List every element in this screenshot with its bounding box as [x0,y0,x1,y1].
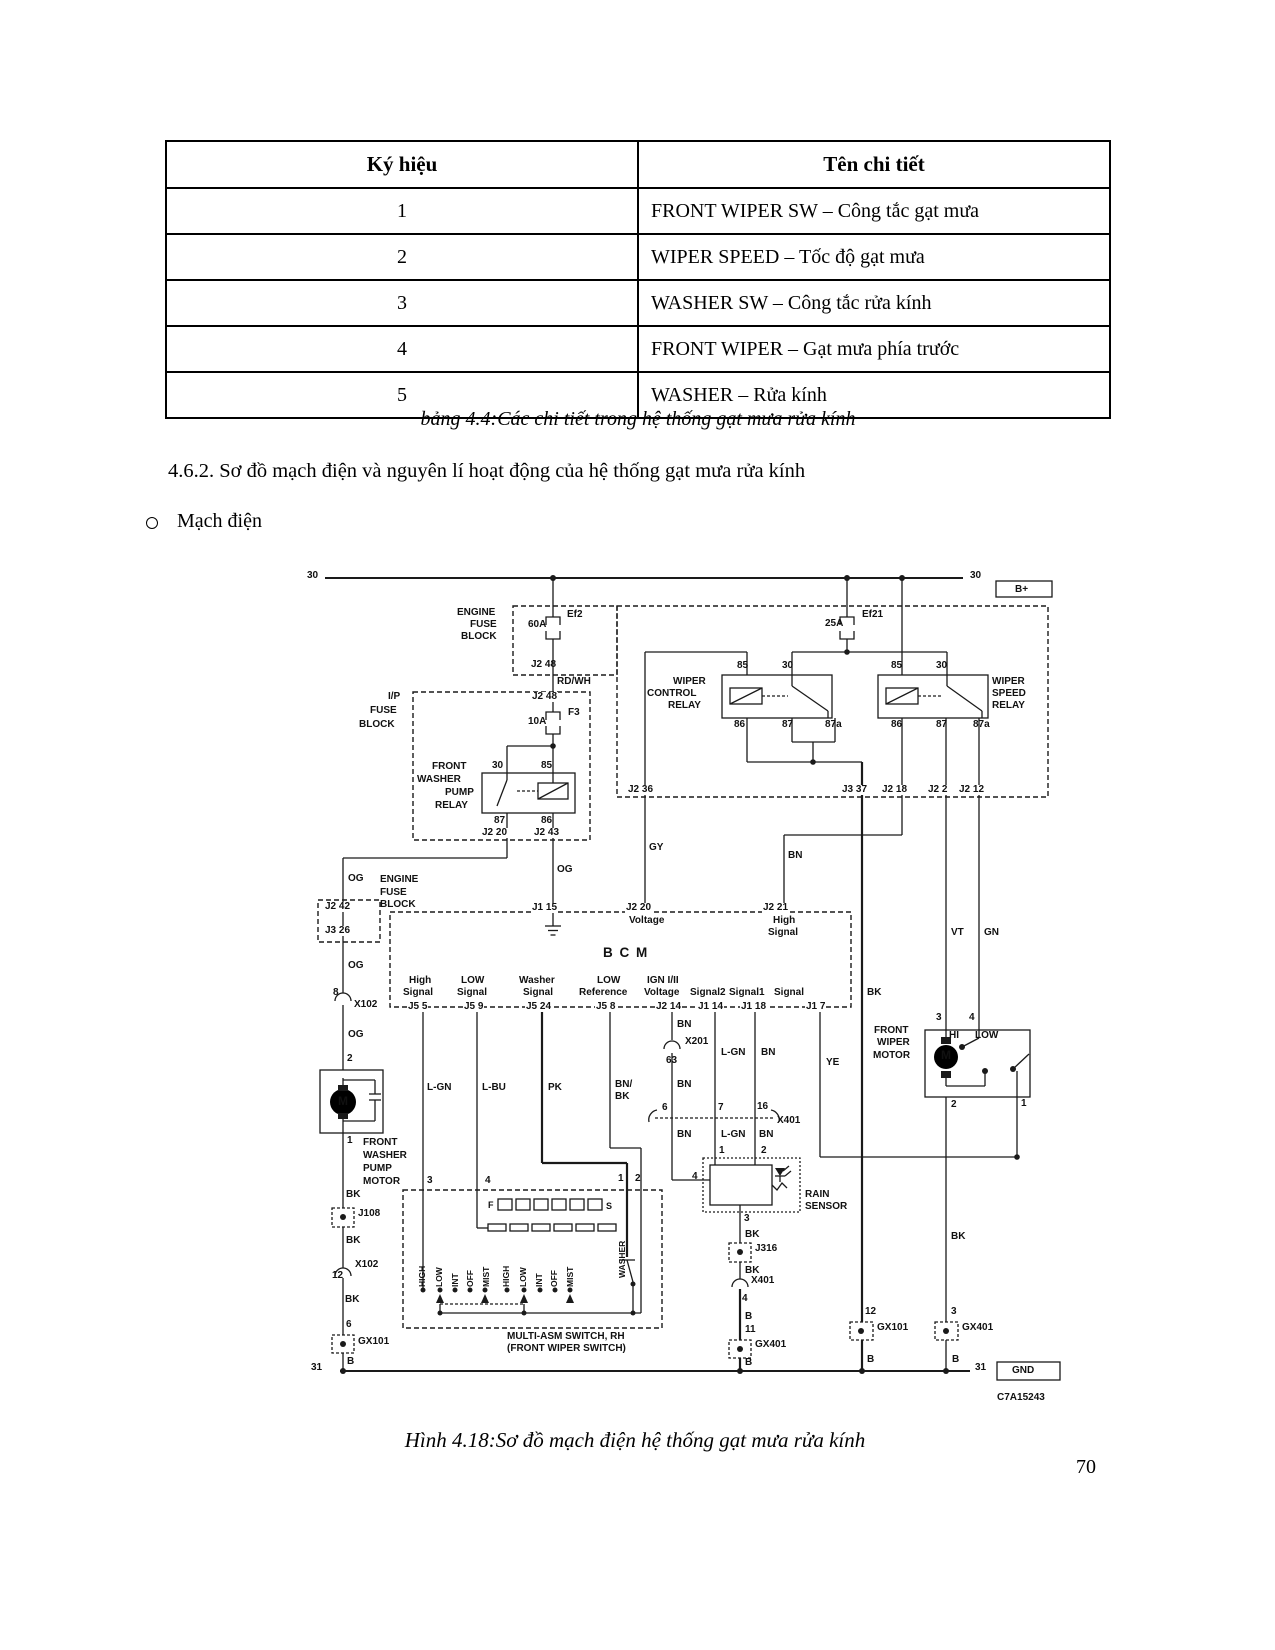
table-row [166,280,1110,326]
diagram-label: 2 [761,1145,767,1156]
diagram-label: J5 9 [464,1001,484,1012]
diagram-label: Signal [768,927,799,938]
diagram-label: 12 [865,1306,877,1317]
row-detail: WASHER SW – Công tắc rửa kính [638,280,1110,326]
switch-pos-label: OFF [549,1270,559,1287]
fuse-ef2-rating: 60A [528,619,547,630]
diagram-label: B [745,1357,753,1368]
table-row [166,326,1110,372]
diagram-label: J2 2 [928,784,948,795]
diagram-label: 3 [951,1306,957,1317]
diagram-label: J2 42 [325,901,351,912]
fuse-ef21-rating: 25A [825,618,844,629]
diagram-label: LOW [975,1030,999,1041]
wire-color-label: BN [677,1019,692,1030]
diagram-label: 87 [494,815,506,826]
wire-color-label: BN [677,1079,692,1090]
connector-x201: X201 [685,1036,709,1047]
wire-color-label: BN/ [615,1079,633,1090]
wire-color-label: OG [348,1029,364,1040]
diagram-label: B [867,1354,875,1365]
diagram-label: J2 20 [626,902,652,913]
fuse-ef21: Ef21 [862,609,884,620]
row-num: 2 [166,234,638,280]
diagram-label: 7 [718,1102,724,1113]
diagram-label: 1 [347,1135,353,1146]
wire-color-label: YE [826,1057,840,1068]
wire-color-label: VT [951,927,964,938]
diagram-label: 1 [1021,1098,1027,1109]
diagram-label: B [952,1354,960,1365]
wire-color-label: BK [615,1091,630,1102]
ground-gx101: GX101 [358,1336,390,1347]
switch-pos-label: INT [534,1273,544,1287]
diagram-label: 85 [891,660,903,671]
wire-color-label: GY [649,842,664,853]
bus-30-right: 30 [970,570,982,581]
wire-color-label: BN [759,1129,774,1140]
diagram-label: 63 [666,1055,678,1066]
wire-color-label: BK [745,1229,760,1240]
diagram-label: High [409,975,432,986]
front-washer-pump-relay-label: FRONT [432,761,467,772]
diagram-label: J2 20 [482,827,508,838]
diagram-label: IGN I/II [647,975,679,986]
switch-pos-label: INT [450,1273,460,1287]
wire-color-label: OG [348,960,364,971]
diagram-label: J1 15 [532,902,558,913]
diagram-label: RD/WH [557,676,591,687]
switch-pos-label: LOW [434,1267,444,1287]
wire-color-label: BK [951,1231,966,1242]
rain-sensor-label: RAIN [805,1189,830,1200]
page-number: 70 [1076,1456,1096,1478]
diagram-label: 1 [618,1173,624,1184]
switch-pos-label: WASHER [617,1240,627,1278]
engine-fuse-block-label: BLOCK [380,899,416,910]
diagram-label: 3 [427,1175,433,1186]
wire-color-label: BK [867,987,882,998]
diagram-label: Voltage [644,987,680,998]
switch-pos-label: MIST [481,1266,491,1287]
diagram-label: 30 [492,760,504,771]
diagram-label: J5 24 [526,1001,552,1012]
diagram-label: J3 37 [842,784,868,795]
wiper-motor-m: M [941,1048,951,1062]
diagram-label: 2 [347,1053,353,1064]
row-num: 1 [166,188,638,234]
front-washer-pump-relay-label: WASHER [417,774,461,785]
diagram-label: 85 [737,660,749,671]
diagram-label: J2 18 [882,784,908,795]
front-washer-pump-relay-label: RELAY [435,800,468,811]
diagram-label: 4 [742,1293,748,1304]
wire-color-label: L-GN [721,1047,746,1058]
bplus-label: B+ [1015,584,1029,595]
wire-color-label: BN [677,1129,692,1140]
wire-color-label: BK [346,1235,361,1246]
diagram-label: 87 [936,719,948,730]
engine-fuse-block-label: ENGINE [457,607,496,618]
wire-color-label: BK [346,1189,361,1200]
diagram-label: Signal2 [690,987,726,998]
switch-pos-label: OFF [465,1270,475,1287]
diagram-label: J1 7 [806,1001,826,1012]
diagram-label: 86 [541,815,553,826]
ip-fuse-block-label: FUSE [370,705,397,716]
diagram-label: J5 8 [596,1001,616,1012]
engine-fuse-block-label: BLOCK [461,631,497,642]
col-header-detail: Tên chi tiết [638,141,1110,188]
wiper-control-relay-label: CONTROL [647,688,697,699]
diagram-label: J2 48 [531,659,557,670]
diagram-label: Signal [523,987,554,998]
connector-x102: X102 [355,1259,379,1270]
wiper-control-relay-label: RELAY [668,700,701,711]
diagram-label: J2 21 [763,902,789,913]
wire-color-label: GN [984,927,999,938]
diagram-label: J2 14 [656,1001,682,1012]
diagram-label: J5 5 [408,1001,428,1012]
front-washer-pump-relay-label: PUMP [445,787,474,798]
diagram-label: 4 [485,1175,491,1186]
front-washer-pump-motor-label: MOTOR [363,1176,401,1187]
diagram-label: J2 48 [532,691,558,702]
diagram-label: Signal [774,987,805,998]
connector-x401: X401 [751,1275,775,1286]
wiper-speed-relay-label: SPEED [992,688,1026,699]
diagram-label: 2 [951,1099,957,1110]
multi-asm-switch-label: (FRONT WIPER SWITCH) [507,1343,626,1354]
bus-30-left: 30 [307,570,319,581]
row-detail: WASHER – Rửa kính [638,372,1110,418]
row-num: 5 [166,372,638,418]
diagram-label: 2 [635,1173,641,1184]
front-washer-pump-motor-label: PUMP [363,1163,392,1174]
diagram-label: 4 [692,1171,698,1182]
diagram-label: 6 [662,1102,668,1113]
splice-j316: J316 [755,1243,778,1254]
front-wiper-motor-label: FRONT [874,1025,909,1036]
connector-x401: X401 [777,1115,801,1126]
diagram-label: Signal [403,987,434,998]
figure-caption: Hình 4.18:Sơ đồ mạch điện hệ thống gạt mưa rửa kính [404,1428,866,1452]
wiring-diagram [285,560,1063,1420]
diagram-label: Signal1 [729,987,765,998]
bcm-label: B C M [603,945,649,960]
ground-gx401: GX401 [755,1339,787,1350]
diagram-code: C7A15243 [997,1392,1045,1403]
table-caption: bảng 4.4:Các chi tiết trong hệ thống gạt mưa rửa kính [420,408,856,430]
connector-x102: X102 [354,999,378,1010]
diagram-label: 30 [782,660,794,671]
bullet-item: Mạch điện [177,510,262,532]
diagram-label: HI [949,1030,959,1041]
front-wiper-motor-label: MOTOR [873,1050,911,1061]
diagram-label: High [773,915,796,926]
bullet-icon [146,517,158,529]
front-washer-pump-motor-label: WASHER [363,1150,407,1161]
multi-asm-switch-label: MULTI-ASM SWITCH, RH [507,1331,625,1342]
wire-color-label: BN [761,1047,776,1058]
ip-fuse-block-label: I/P [388,691,401,702]
diagram-label: 8 [333,987,339,998]
diagram-label: 16 [757,1101,769,1112]
table-row [166,234,1110,280]
diagram-label: 86 [891,719,903,730]
diagram-label: Voltage [629,915,665,926]
fuse-f3-rating: 10A [528,716,547,727]
wire-color-label: PK [548,1082,562,1093]
switch-pos-label: HIGH [417,1265,427,1287]
wire-color-label: BK [345,1294,360,1305]
diagram-label: 85 [541,760,553,771]
row-num: 4 [166,326,638,372]
gnd-label: GND [1012,1365,1035,1376]
diagram-label: LOW [597,975,621,986]
row-detail: WIPER SPEED – Tốc độ gạt mưa [638,234,1110,280]
diagram-label: 87 [782,719,794,730]
row-detail: FRONT WIPER SW – Công tắc gạt mưa [638,188,1110,234]
diagram-label: J1 18 [741,1001,767,1012]
parts-table [165,140,1111,419]
table-header-row [166,141,1110,188]
wire-color-label: L-BU [482,1082,506,1093]
wire-color-label: L-GN [721,1129,746,1140]
front-wiper-motor-label: WIPER [877,1037,910,1048]
diagram-label: Reference [579,987,628,998]
diagram-label: J2 36 [628,784,654,795]
switch-pos-label: LOW [518,1267,528,1287]
diagram-label: J1 14 [698,1001,724,1012]
ip-fuse-block-label: BLOCK [359,719,395,730]
diagram-label: B [347,1356,355,1367]
washer-motor-m: M [338,1094,348,1108]
engine-fuse-block-label: ENGINE [380,874,419,885]
fuse-f3: F3 [568,707,580,718]
ground-gx101: GX101 [877,1322,909,1333]
diagram-label: 12 [332,1270,344,1281]
diagram-label: J2 12 [959,784,985,795]
wiper-speed-relay-label: WIPER [992,676,1025,687]
switch-pos-label: MIST [565,1266,575,1287]
rain-sensor-label: SENSOR [805,1201,848,1212]
diagram-label: F [488,1200,494,1210]
diagram-label: 3 [936,1012,942,1023]
bus-31-left: 31 [311,1362,323,1373]
engine-fuse-block-label: FUSE [380,887,407,898]
wire-color-label: OG [348,873,364,884]
ground-gx401: GX401 [962,1322,994,1333]
front-washer-pump-motor-label: FRONT [363,1137,398,1148]
diagram-label: 87a [825,719,842,730]
wire-color-label: BN [788,850,803,861]
wiper-control-relay-label: WIPER [673,676,706,687]
diagram-label: 1 [719,1145,725,1156]
switch-pos-label: HIGH [501,1265,511,1287]
diagram-label: 4 [969,1012,975,1023]
engine-fuse-block-label: FUSE [470,619,497,630]
wiper-speed-relay-label: RELAY [992,700,1025,711]
diagram-label: 86 [734,719,746,730]
wire-color-label: BK [745,1265,760,1276]
diagram-label: S [606,1201,613,1211]
splice-j108: J108 [358,1208,381,1219]
wire-color-label: OG [557,864,573,875]
diagram-label: 87a [973,719,990,730]
diagram-label: J3 26 [325,925,351,936]
wire-color-label: L-GN [427,1082,452,1093]
diagram-label: J2 43 [534,827,560,838]
diagram-label: Signal [457,987,488,998]
diagram-label: Washer [519,975,555,986]
row-detail: FRONT WIPER – Gạt mưa phía trước [638,326,1110,372]
col-header-symbol: Ký hiệu [166,141,638,188]
section-heading: 4.6.2. Sơ đồ mạch điện và nguyên lí hoạt động của hệ thống gạt mưa rửa kính [168,460,806,482]
diagram-label: B [745,1311,753,1322]
diagram-label: 30 [936,660,948,671]
diagram-label: 3 [744,1213,750,1224]
row-num: 3 [166,280,638,326]
table-row [166,188,1110,234]
bus-31-right: 31 [975,1362,987,1373]
diagram-label: LOW [461,975,485,986]
diagram-label: 6 [346,1319,352,1330]
diagram-label: 11 [745,1324,756,1335]
fuse-ef2: Ef2 [567,609,583,620]
